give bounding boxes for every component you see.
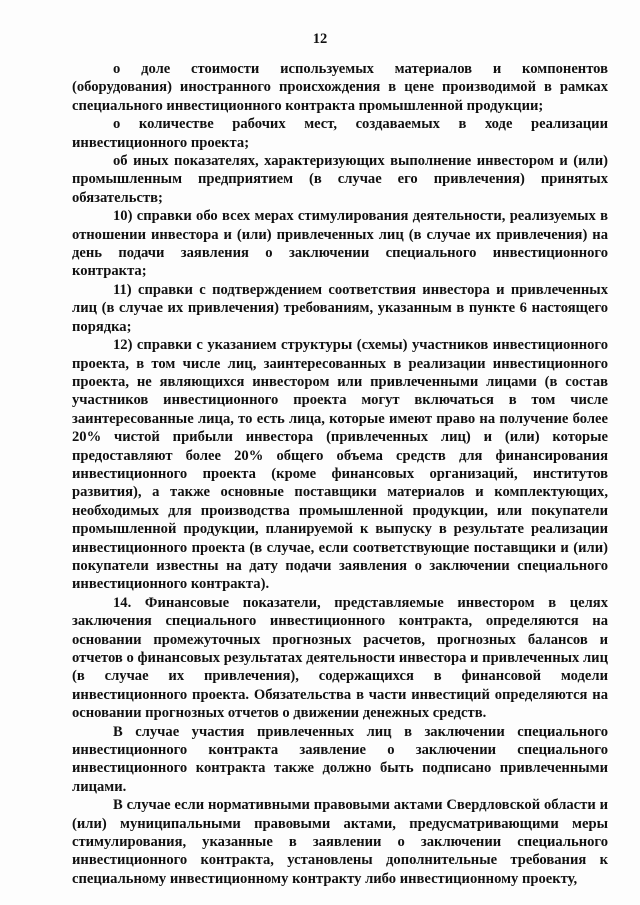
document-body bbox=[72, 60, 608, 888]
paragraph-attracted-persons: В случае участия привлеченных лиц в заключении специального инвестиционного контракта заявление о заключении специального инвестиционного контракта также должно быть подписано привлеченными лицами. bbox=[72, 723, 608, 795]
paragraph-item-12: 12) справки с указанием структуры (схемы) участников инвестиционного проекта, в том числе лиц, заинтересованных в реализации инвестиционного проекта, не являющихся инвестором или привлеченными лицами (в состав участников инвестиционного проекта могут включаться в том числе заинтересованные лица, то есть лица, которые имеют право на получение более 20% чистой прибыли инвестора (привлеченных лиц) и (или) которые предоставляют более 20% общего объема средств для финансирования инвестиционного проекта (кроме финансовых организаций, институтов развития), а также основные поставщики материалов и комплектующих, необходимых для производства промышленной продукции, или покупатели промышленной продукции, планируемой к выпуску в результате реализации инвестиционного проекта (в случае, если соответствующие поставщики и (или) покупатели известны на дату подачи заявления о заключении специального инвестиционного контракта). bbox=[72, 337, 608, 593]
page-number: 12 bbox=[312, 31, 328, 47]
paragraph-other-indicators: об иных показателях, характеризующих выполнение инвестором и (или) промышленным предприятием (в случае его привлечения) принятых обязательств; bbox=[72, 153, 608, 206]
paragraph-section-14: 14. Финансовые показатели, представляемые инвестором в целях заключения специального инвестиционного контракта, определяются на основании промежуточных прогнозных расчетов, прогнозных балансов и отчетов о финансовых результатах деятельности инвестора и привлеченных лиц (в случае их привлечения), содержащихся в финансовой модели инвестиционного проекта. Обязательства в части инвестиций определяются на основании прогнозных отчетов о движении денежных средств. bbox=[72, 594, 608, 722]
paragraph-materials-share: о доле стоимости используемых материалов и компонентов (оборудования) иностранного происхождения в цене производимой в рамках специального инвестиционного контракта промышленной продукции; bbox=[72, 61, 608, 114]
paragraph-workplaces: о количестве рабочих мест, создаваемых в ходе реализации инвестиционного проекта; bbox=[72, 116, 608, 151]
paragraph-item-10: 10) справки обо всех мерах стимулирования деятельности, реализуемых в отношении инвестора и (или) привлеченных лиц (в случае их привлечения) на день подачи заявления о заключении специального инвестиционного контракта; bbox=[72, 208, 608, 280]
paragraph-item-11: 11) справки с подтверждением соответствия инвестора и привлеченных лиц (в случае их привлечения) требованиям, указанным в пункте 6 настоящего порядка; bbox=[72, 281, 608, 335]
paragraph-regional-acts: В случае если нормативными правовыми актами Свердловской области и (или) муниципальными правовыми актами, предусматривающими меры стимулирования, указанные в заявлении о заключении специального инвестиционного контракта, установлены дополнительные требования к специальному инвестиционному контракту либо инвестиционному проекту, bbox=[72, 797, 608, 887]
